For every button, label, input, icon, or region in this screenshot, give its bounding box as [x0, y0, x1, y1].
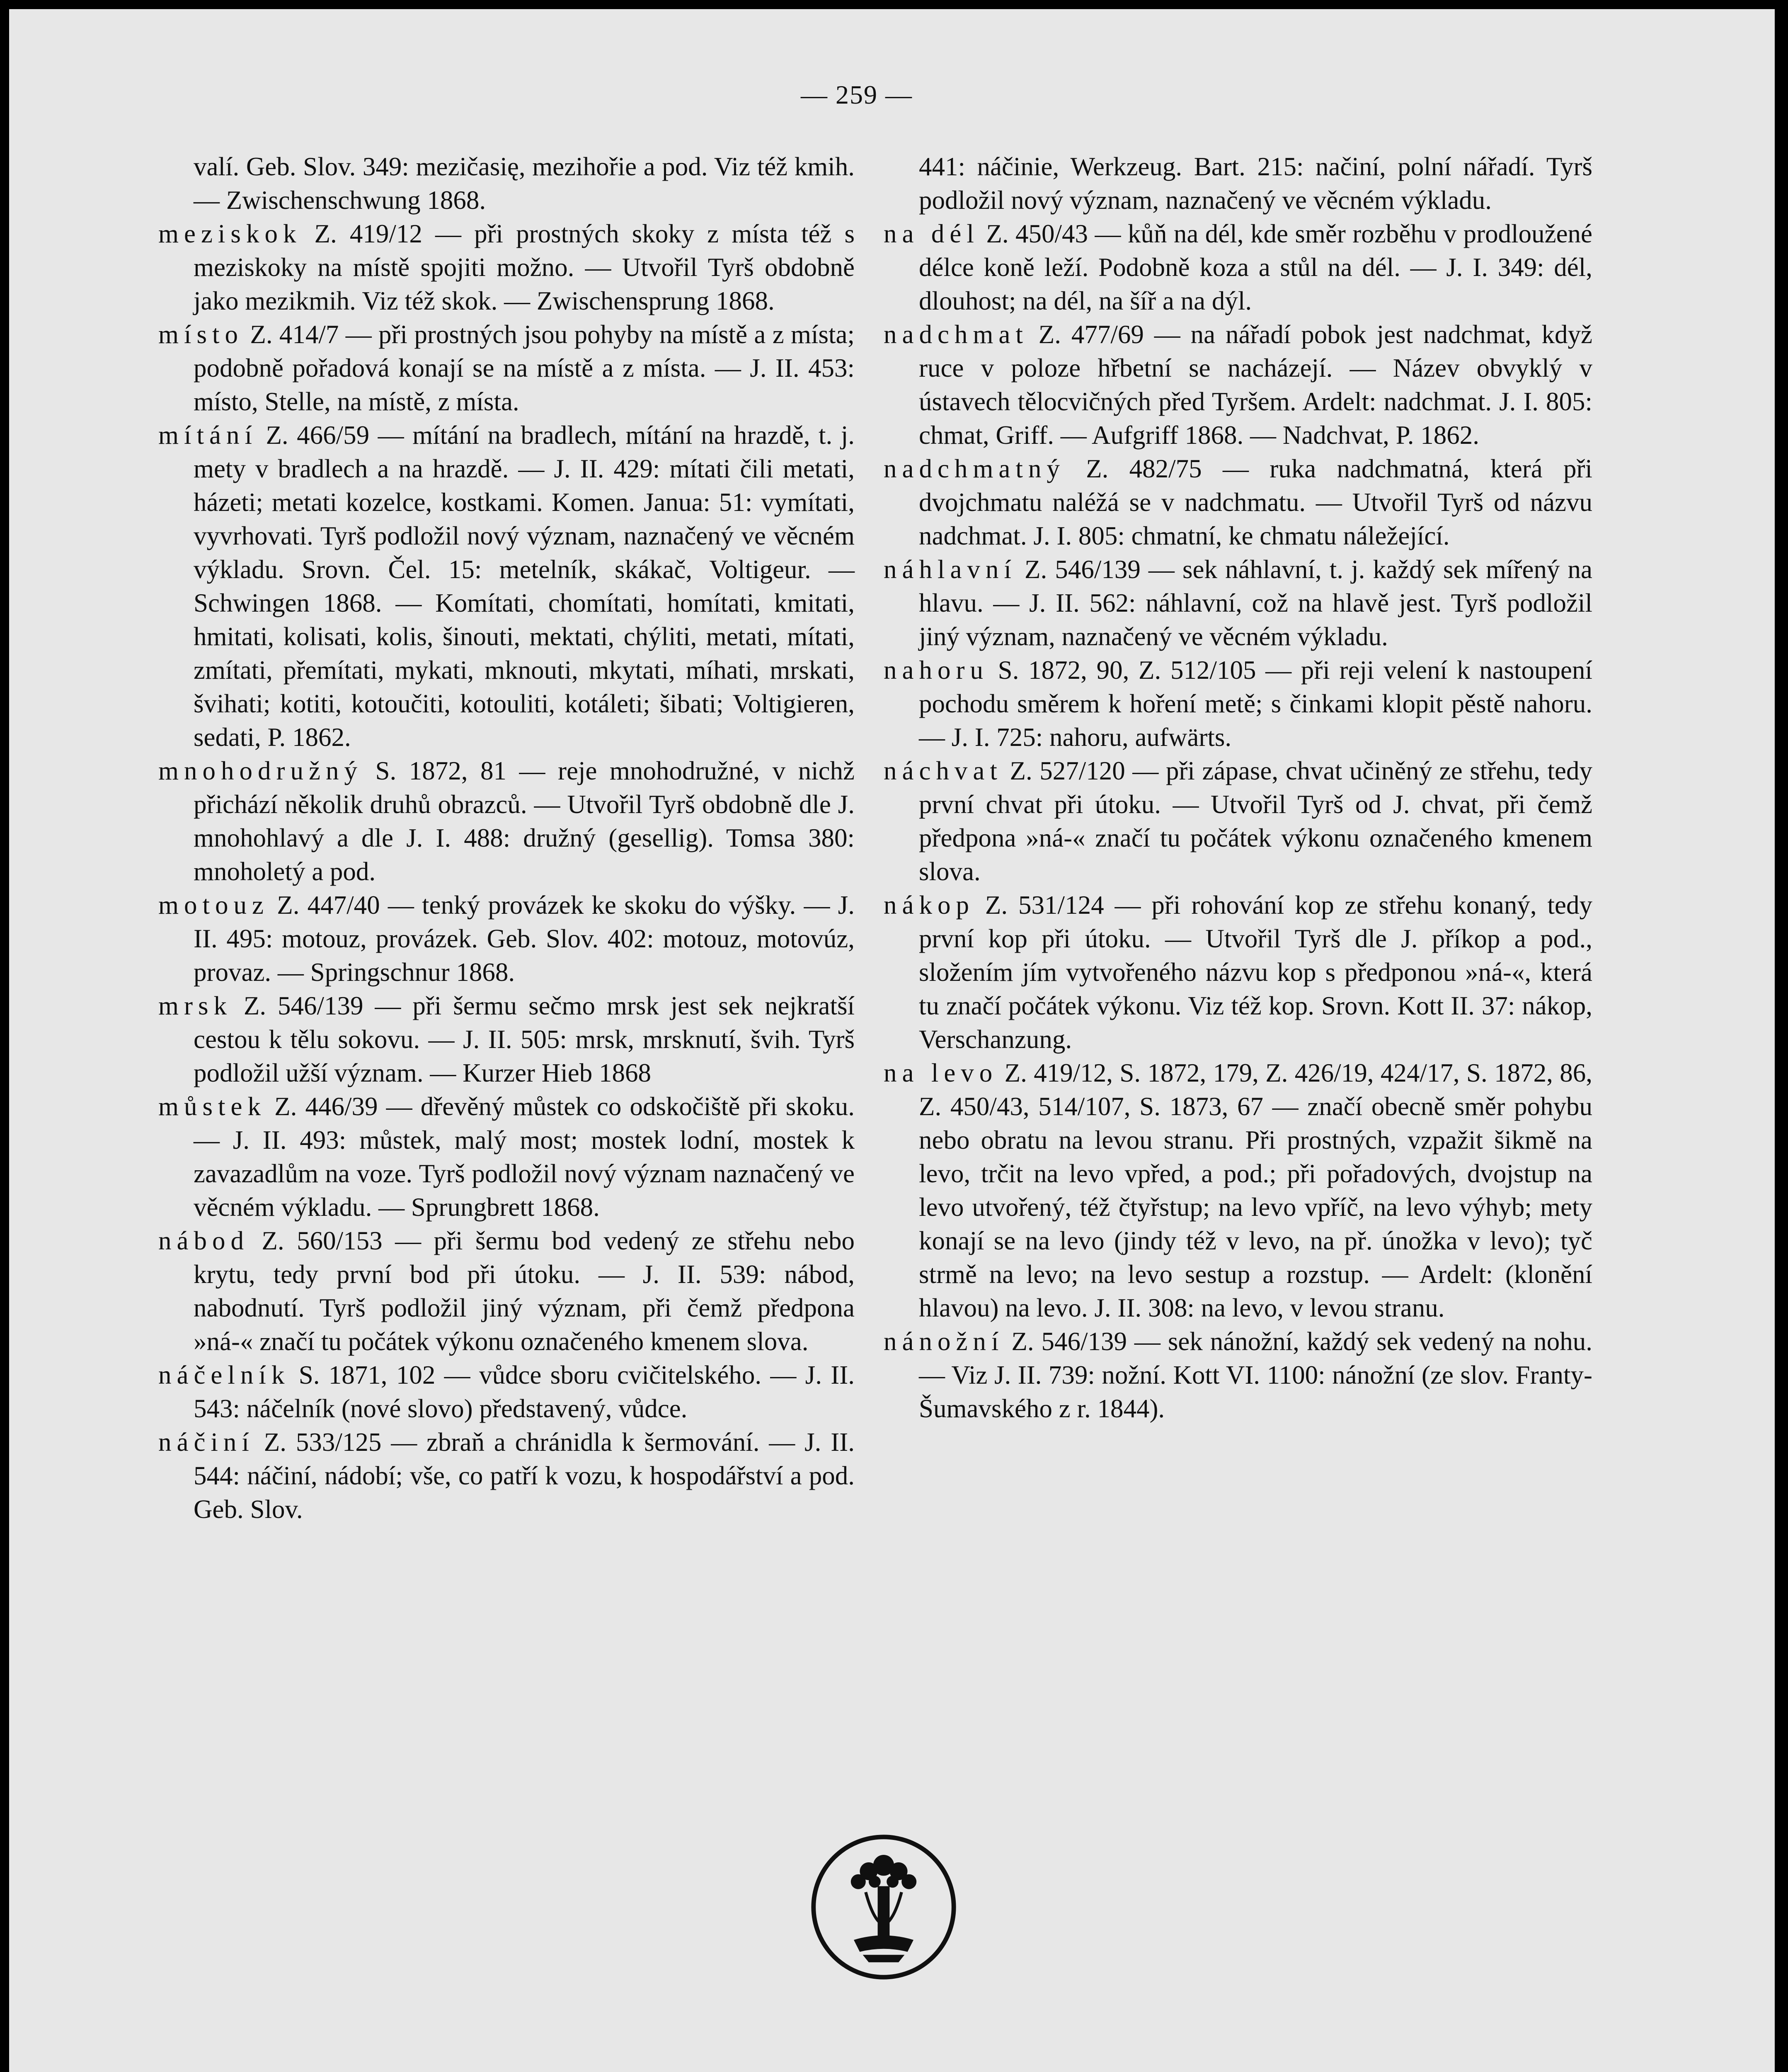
dictionary-entry: [158, 888, 855, 989]
entry-text: Z. 414/7 — při prostných jsou pohyby na místě a z místa; podobně pořadová konají se na místě a z místa. — J. II. 453: místo, Stelle, na místě, z místa.: [194, 320, 855, 416]
entry-headword: mítání: [158, 421, 257, 450]
entry-headword: mrsk: [158, 991, 232, 1020]
entry-text: Z. 419/12 — při prostných skoky z místa též s meziskoky na místě spojiti možno. — Utvořil Tyrš obdobně jako mezikmih. Viz též skok. — Zwischensprung 1868.: [194, 219, 855, 315]
entry-headword: na levo: [884, 1058, 998, 1087]
entry-text: S. 1872, 90, Z. 512/105 — při reji velení k nastoupení pochodu směrem k hoření metě; s činkami klopit pěstě nahoru. — J. I. 725: nahoru, aufwärts.: [919, 656, 1592, 752]
entry-text: Z. 482/75 — ruka nadchmatná, která při dvojchmatu naléžá se v nadchmatu. — Utvořil Tyrš od názvu nadchmat. J. I. 805: chmatní, ke chmatu náležející.: [919, 454, 1592, 550]
dictionary-entry: [158, 1358, 855, 1426]
entry-headword: nahoru: [884, 656, 988, 685]
dictionary-entry: [884, 318, 1592, 452]
vase-emblem-icon: [809, 1832, 958, 1982]
dictionary-entry: [158, 419, 855, 754]
entry-text: Z. 560/153 — při šermu bod vedený ze střehu nebo krytu, tedy první bod při útoku. — J. II. 539: nábod, nabodnutí. Tyrš podložil jiný význam, při čemž předpona »ná-« značí tu počátek výkonu označeného kmenem slova.: [194, 1226, 855, 1356]
entry-text: Z. 546/139 — sek náhlavní, t. j. každý sek mířený na hlavu. — J. II. 562: náhlavní, což na hlavě jest. Tyrš podložil jiný význam, naznačený ve věcném výkladu.: [919, 555, 1592, 651]
entry-text: Z. 533/125 — zbraň a chránidla k šermování. — J. II. 544: náčiní, nádobí; vše, co patří k vozu, k hospodářství a pod. Geb. Slov.: [194, 1428, 855, 1524]
dictionary-entry: [158, 217, 855, 318]
dictionary-entry: [158, 989, 855, 1090]
entry-text: Z. 446/39 — dřevěný můstek co odskočiště při skoku. — J. II. 493: můstek, malý most; mostek lodní, mostek k zavazadlům na voze. Tyrš podložil nový význam naznačený ve věcném výkladu. — Sprungbrett 1868.: [194, 1092, 855, 1222]
entry-text: Z. 466/59 — mítání na bradlech, mítání na hrazdě, t. j. mety v bradlech a na hrazdě. — J. II. 429: mítati čili metati, házeti; metati kozelce, kostkami. Komen. Janua: 51: vymítati, vyvrhovati. Tyrš podložil nový význam, naznačený ve věcném výkladu. Srovn. Čel. 15: metelník, skákač, Voltigeur. — Schwingen 1868. — Komítati, chomítati, homítati, kmitati, hmitati, kolisati, kolis, šinouti, mektati, chýliti, metati, mítati, zmítati, přemítati, mykati, mknouti, mkytati, míhati, mrskati, švihati; kotiti, kotoučiti, kotouliti, kotáleti; šibati; Voltigieren, sedati, P. 1862.: [194, 421, 855, 752]
entry-text: valí. Geb. Slov. 349: mezičasię, mezihořie a pod. Viz též kmih. — Zwischenschwung 1868.: [194, 152, 855, 215]
entry-headword: místo: [158, 320, 244, 349]
dictionary-entry: [158, 150, 855, 217]
entry-text: Z. 527/120 — při zápase, chvat učiněný ze střehu, tedy první chvat při útoku. — Utvořil Tyrš od J. chvat, při čemž předpona »ná-« značí tu počátek výkonu označeného kmenem slova.: [919, 756, 1592, 886]
entry-text: S. 1872, 81 — reje mnohodružné, v nichž přichází několik druhů obrazců. — Utvořil Tyrš obdobně dle J. mnohohlavý a dle J. I. 488: družný (gesellig). Tomsa 380: mnoholetý a pod.: [194, 756, 855, 886]
entry-headword: nákop: [884, 891, 974, 920]
entry-text: Z. 419/12, S. 1872, 179, Z. 426/19, 424/17, S. 1872, 86, Z. 450/43, 514/107, S. 1873, 67 — značí obecně směr pohybu nebo obratu na levou stranu. Při prostných, vzpažit šikmě na levo, trčit na levo vpřed, a pod.; při pořadových, dvojstup na levo utvořený, též čtyřstup; na levo vpříč, na levo výhyb; mety konají se na levo (jindy též v levo, na př. únožka v levo); tyč strmě na levo; na levo sestup a rozstup. — Ardelt: (klonění hlavou) na levo. J. II. 308: na levo, v levou stranu.: [919, 1058, 1592, 1322]
entry-text: Z. 531/124 — při rohování kop ze střehu konaný, tedy první kop při útoku. — Utvořil Tyrš dle J. příkop a pod., složením jím vytvořeného názvu kop s předponou »ná-«, která tu značí počátek výkonu. Viz též kop. Srovn. Kott II. 37: nákop, Verschanzung.: [919, 891, 1592, 1054]
entry-headword: nadchmat: [884, 320, 1028, 349]
book-page: [9, 9, 1775, 2072]
entry-headword: náčelník: [158, 1360, 290, 1389]
entry-headword: meziskok: [158, 219, 302, 248]
entry-text: S. 1871, 102 — vůdce sboru cvičitelského. — J. II. 543: náčelník (nové slovo) představený, vůdce.: [194, 1360, 855, 1423]
dictionary-entry: [158, 1426, 855, 1526]
dictionary-entry: [158, 318, 855, 419]
entry-headword: můstek: [158, 1092, 266, 1121]
entry-text: Z. 450/43 — kůň na dél, kde směr rozběhu v prodloužené délce koně leží. Podobně koza a stůl na dél. — J. I. 349: dél, dlouhost; na dél, na šíř a na dýl.: [919, 219, 1592, 315]
dictionary-entry: [158, 1224, 855, 1358]
dictionary-entry: [884, 1325, 1592, 1426]
entry-headword: mnohodružný: [158, 756, 363, 785]
entry-text: 441: náčinie, Werkzeug. Bart. 215: načiní, polní nářadí. Tyrš podložil nový význam, naznačený ve věcném výkladu.: [919, 152, 1592, 215]
dictionary-entry: [884, 150, 1592, 217]
entry-headword: náhlavní: [884, 555, 1017, 584]
dictionary-entry: [884, 654, 1592, 754]
entry-headword: nánožní: [884, 1327, 1004, 1356]
entry-headword: náčiní: [158, 1428, 254, 1457]
dictionary-entry: [158, 754, 855, 888]
dictionary-entry: [884, 553, 1592, 654]
entry-headword: náchvat: [884, 756, 1003, 785]
dictionary-entry: [884, 754, 1592, 888]
entry-text: Z. 477/69 — na nářadí pobok jest nadchmat, když ruce v poloze hřbetní se nacházejí. — Název obvyklý v ústavech tělocvičných před Tyršem. Ardelt: nadchmat. J. I. 805: chmat, Griff. — Aufgriff 1868. — Nadchvat, P. 1862.: [919, 320, 1592, 450]
left-column: [158, 150, 855, 1526]
entry-text: Z. 447/40 — tenký provázek ke skoku do výšky. — J. II. 495: motouz, provázek. Geb. Slov. 402: motouz, motovúz, provaz. — Springschnur 1868.: [194, 891, 855, 987]
entry-text: Z. 546/139 — sek nánožní, každý sek vedený na nohu. — Viz J. II. 739: nožní. Kott VI. 1100: nánožní (ze slov. Franty-Šumavského z r. 1844).: [919, 1327, 1592, 1423]
dictionary-entry: [884, 452, 1592, 553]
entry-headword: nábod: [158, 1226, 249, 1255]
right-column: [884, 150, 1592, 1426]
entry-text: Z. 546/139 — při šermu sečmo mrsk jest sek nejkratší cestou k tělu sokovu. — J. II. 505: mrsk, mrsknutí, švih. Tyrš podložil užší význam. — Kurzer Hieb 1868: [194, 991, 855, 1087]
entry-headword: motouz: [158, 891, 269, 920]
dictionary-entry: [884, 1056, 1592, 1325]
entry-headword: nadchmatný: [884, 454, 1065, 483]
entry-headword: na dél: [884, 219, 979, 248]
dictionary-entry: [158, 1090, 855, 1224]
page-number: — 259 —: [801, 80, 913, 109]
dictionary-entry: [884, 217, 1592, 318]
dictionary-entry: [884, 888, 1592, 1056]
